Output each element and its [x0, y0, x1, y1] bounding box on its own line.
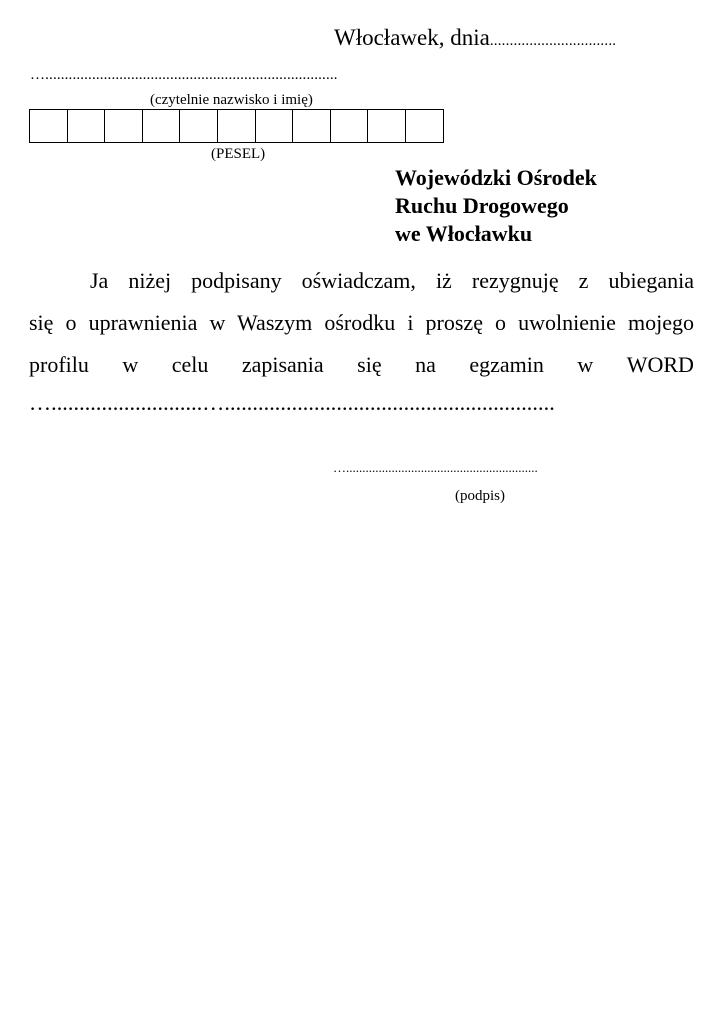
name-field-dots: …...........................................................................: [30, 67, 338, 83]
date-dots: ................................: [489, 33, 617, 49]
statement-word: się: [357, 352, 382, 377]
pesel-digit-box: [406, 110, 444, 142]
statement-word: na: [415, 352, 436, 377]
statement-line-1: Ja niżej podpisany oświadczam, iż rezygnuję z ubiegania: [90, 268, 694, 293]
pesel-caption: (PESEL): [211, 146, 266, 162]
place-date-label: Włocławek, dnia: [334, 25, 490, 50]
statement-line-2: się o uprawnienia w Waszym ośrodku i proszę o uwolnienie mojego: [29, 310, 694, 335]
pesel-digit-box: [218, 110, 256, 142]
pesel-digit-box: [256, 110, 294, 142]
signature-dots: …...........................................................: [333, 460, 538, 475]
place-date-line: [334, 24, 616, 55]
name-caption: (czytelnie nazwisko i imię): [150, 92, 313, 108]
recipient-line-2: Ruchu Drogowego: [395, 193, 569, 218]
signature-caption: (podpis): [455, 488, 505, 504]
recipient-line-3: we Włocławku: [395, 221, 533, 246]
pesel-digit-box: [180, 110, 218, 142]
pesel-digit-box: [143, 110, 181, 142]
pesel-digit-box: [331, 110, 369, 142]
statement-word: zapisania: [241, 352, 324, 377]
recipient-address: [395, 164, 597, 248]
pesel-grid: [29, 109, 444, 143]
pesel-digit-box: [68, 110, 106, 142]
statement-word: profilu: [29, 352, 89, 377]
recipient-line-1: Wojewódzki Ośrodek: [395, 165, 597, 190]
statement-dots: …...........................…...........................................................: [29, 390, 555, 415]
statement-word: w: [122, 352, 139, 377]
pesel-digit-box: [105, 110, 143, 142]
statement-text: [29, 260, 694, 386]
pesel-digit-box: [30, 110, 68, 142]
statement-word: celu: [171, 352, 209, 377]
statement-line-3: [29, 344, 694, 386]
statement-word: w: [577, 352, 594, 377]
statement-word: WORD: [626, 352, 694, 377]
pesel-digit-box: [368, 110, 406, 142]
pesel-digit-box: [293, 110, 331, 142]
statement-word: egzamin: [469, 352, 544, 377]
